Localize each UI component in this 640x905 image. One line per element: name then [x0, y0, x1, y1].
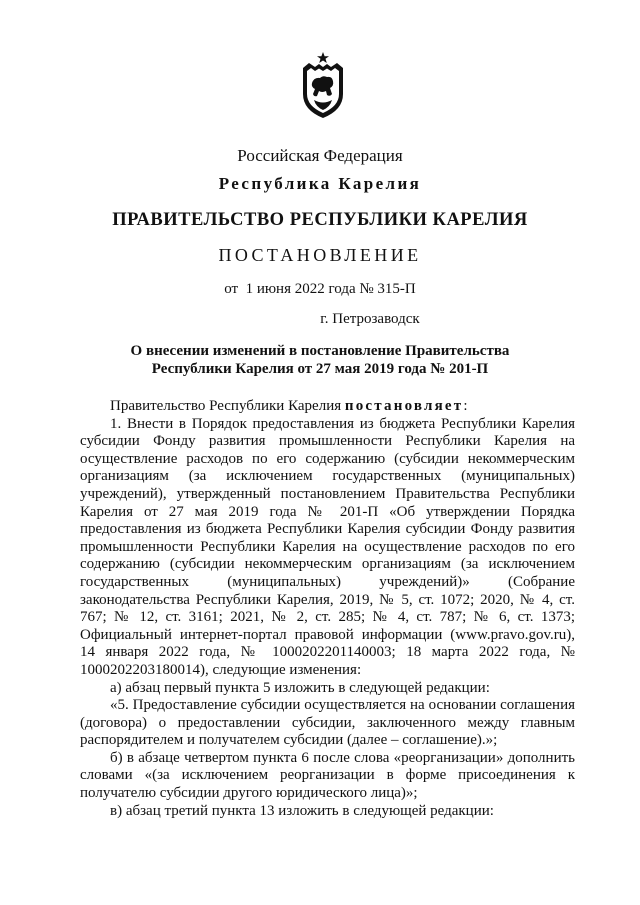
date-and-number: от 1 июня 2022 года № 315-П: [224, 281, 416, 297]
karelia-coat-of-arms-icon: [297, 50, 349, 120]
republic-name: Республика Карелия: [218, 174, 422, 193]
intro-resolves: постановляет: [344, 398, 464, 414]
intro-prefix: Правительство Республики Карелия: [110, 398, 345, 414]
subject-line-1: О внесении изменений в постановление Правительства: [130, 343, 510, 359]
document-subject: [0, 342, 640, 378]
paragraph-v: в) абзац третий пункта 13 изложить в следующей редакции:: [110, 802, 494, 819]
intro-suffix: :: [463, 398, 468, 414]
paragraph-1: 1. Внести в Порядок предоставления из бюджета Республики Карелия субсидии Фонду развития промышленности Республики Карелия на осуществление расходов по его содержанию (субсидии некоммерческим организациям (за исключением государственных (муниципальных) учреждений), утвержденный постановлением Правительства Республики Карелия от 27 мая 2019 года № 201-П «Об утверждении Порядка предоставления из бюджета Республики Карелия субсидии Фонду развития промышленности Республики Карелия на осуществление расходов по его содержанию (субсидии некоммерческим организациям (за исключением государственных (муниципальных) учреждений)» (Собрание законодательства Республики Карелия, 2019, № 5, ст. 1072; 2020, № 4, ст. 767; № 12, ст. 3161; 2021, № 2, ст. 285; № 4, ст. 787; № 6, ст. 1373; Официальный интернет-портал правовой информации (www.pravo.gov.ru), 14 января 2022 года, № 1000202201140003; 18 марта 2022 года, № 1000202203180014), следующие изменения:: [80, 415, 575, 678]
city: г. Петрозаводск: [320, 311, 420, 327]
subject-line-2: Республики Карелия от 27 мая 2019 года № 201-П: [151, 361, 489, 377]
document-body: [80, 398, 575, 820]
country-name: Российская Федерация: [237, 146, 403, 165]
government-title: ПРАВИТЕЛЬСТВО РЕСПУБЛИКИ КАРЕЛИЯ: [112, 210, 528, 230]
paragraph-b: б) в абзаце четвертом пункта 6 после слова «реорганизации» дополнить словами «(за исключением реорганизации в форме присоединения к получателю субсидии другого юридического лица)»;: [80, 749, 575, 802]
intro-paragraph: [80, 398, 575, 416]
document-type: ПОСТАНОВЛЕНИЕ: [218, 245, 422, 265]
paragraph-a: а) абзац первый пункта 5 изложить в следующей редакции:: [110, 679, 490, 696]
paragraph-quote-5: «5. Предоставление субсидии осуществляется на основании соглашения (договора) о предоставлении субсидии, заключенного между главным распорядителем и получателем субсидии (далее – соглашение).»;: [80, 697, 575, 749]
